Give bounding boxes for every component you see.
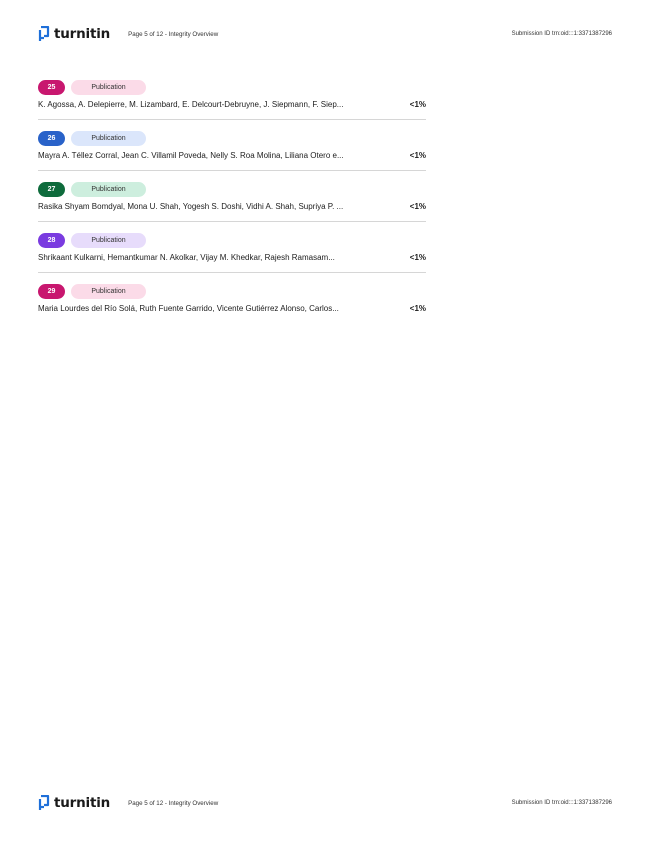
- page-info: Page 5 of 12 - Integrity Overview: [128, 30, 219, 38]
- source-number-badge: 27: [38, 182, 65, 197]
- source-authors[interactable]: K. Agossa, A. Delepierre, M. Lizambard, E. Delcourt-Debruyne, J. Siepmann, F. Siep...: [38, 100, 344, 109]
- source-authors[interactable]: Mayra A. Téllez Corral, Jean C. Villamil Poveda, Nelly S. Roa Molina, Liliana Otero e...: [38, 151, 344, 160]
- submission-id: Submission ID trn:oid:::1:3371387296: [511, 31, 612, 37]
- logo-text: turnitin: [54, 795, 111, 811]
- source-percent: <1%: [409, 253, 426, 262]
- source-item[interactable]: [38, 182, 426, 233]
- source-number-badge: 29: [38, 284, 65, 299]
- source-number-badge: 26: [38, 131, 65, 146]
- source-item[interactable]: [38, 284, 426, 335]
- source-authors[interactable]: Maria Lourdes del Río Solá, Ruth Fuente Garrido, Vicente Gutiérrez Alonso, Carlos...: [38, 304, 339, 313]
- source-type-badge: Publication: [71, 80, 146, 95]
- turnitin-logo: [38, 26, 110, 42]
- source-item[interactable]: [38, 233, 426, 284]
- source-percent: <1%: [409, 151, 426, 160]
- submission-id: Submission ID trn:oid:::1:3371387296: [511, 800, 612, 806]
- page-header: [38, 24, 612, 44]
- source-percent: <1%: [409, 100, 426, 109]
- source-type-badge: Publication: [71, 182, 146, 197]
- source-item[interactable]: [38, 131, 426, 182]
- divider: [38, 170, 426, 171]
- source-number-badge: 28: [38, 233, 65, 248]
- source-type-badge: Publication: [71, 284, 146, 299]
- sources-list: [38, 80, 426, 335]
- divider: [38, 221, 426, 222]
- source-percent: <1%: [409, 202, 426, 211]
- turnitin-logo-icon: [38, 26, 50, 42]
- source-authors[interactable]: Rasika Shyam Bomdyal, Mona U. Shah, Yogesh S. Doshi, Vidhi A. Shah, Supriya P. ...: [38, 202, 344, 211]
- turnitin-logo-icon: [38, 795, 50, 811]
- source-type-badge: Publication: [71, 131, 146, 146]
- source-item[interactable]: [38, 80, 426, 131]
- page-footer: [38, 793, 612, 813]
- source-authors[interactable]: Shrikaant Kulkarni, Hemantkumar N. Akolkar, Vijay M. Khedkar, Rajesh Ramasam...: [38, 253, 335, 262]
- source-type-badge: Publication: [71, 233, 146, 248]
- turnitin-logo: [38, 795, 110, 811]
- source-number-badge: 25: [38, 80, 65, 95]
- divider: [38, 272, 426, 273]
- logo-text: turnitin: [54, 26, 111, 42]
- divider: [38, 119, 426, 120]
- page-info: Page 5 of 12 - Integrity Overview: [128, 799, 219, 807]
- source-percent: <1%: [409, 304, 426, 313]
